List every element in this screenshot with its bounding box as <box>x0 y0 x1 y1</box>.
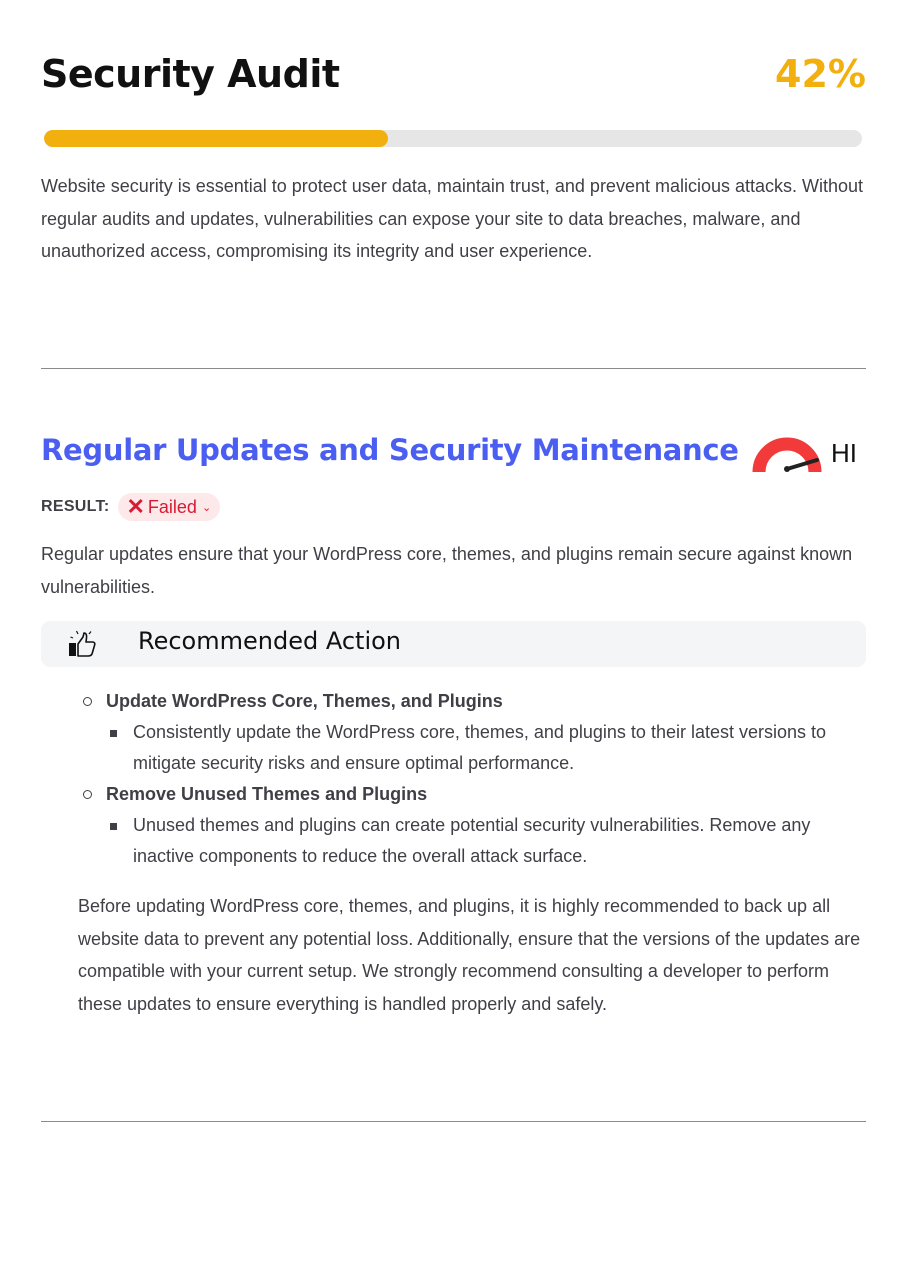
action-detail: Unused themes and plugins can create potential security vulnerabilities. Remove any inactive components to reduce the overall attack surface. <box>133 810 866 872</box>
list-item <box>80 686 866 779</box>
section-divider <box>41 368 866 369</box>
result-status-dropdown[interactable] <box>118 493 220 521</box>
chevron-down-icon: ⌄ <box>201 501 212 514</box>
thumbs-up-icon <box>67 630 97 658</box>
intro-paragraph: Website security is essential to protect user data, maintain trust, and prevent malicious attacks. Without regular audits and updates, vulnerabilities can expose your site to data breaches, malware, and unauthorized access, compromising its integrity and user experience. <box>41 176 864 261</box>
action-heading: Remove Unused Themes and Plugins <box>106 784 428 804</box>
recommended-action-header <box>41 621 866 667</box>
x-mark-icon: ✕ <box>126 494 145 519</box>
page-title: Security Audit <box>41 52 340 96</box>
action-heading: Update WordPress Core, Themes, and Plugins <box>106 691 503 711</box>
section-divider <box>41 1121 866 1122</box>
speedometer-gauge-icon <box>751 436 823 472</box>
severity-label: HI <box>831 438 857 468</box>
score-percentage: 42% <box>775 52 866 96</box>
section-title: Regular Updates and Security Maintenance <box>41 433 739 467</box>
action-detail-list <box>106 810 866 872</box>
result-status-text: Failed <box>147 496 197 517</box>
recommended-action-title: Recommended Action <box>138 627 402 655</box>
result-row <box>41 492 220 522</box>
list-item <box>80 779 866 872</box>
audit-header <box>41 52 866 108</box>
result-label: RESULT: <box>41 498 110 515</box>
recommendation-note: Before updating WordPress core, themes, and plugins, it is highly recommended to back up all website data to prevent any potential loss. Additionally, ensure that the versions of the updates are compatible with your current setup. We strongly recommend consulting a developer to perform these updates to ensure everything is handled properly and safely. <box>78 896 861 1014</box>
score-progress-fill <box>44 130 388 147</box>
action-detail-list <box>106 717 866 779</box>
score-progress-bar <box>44 130 862 147</box>
action-detail: Consistently update the WordPress core, themes, and plugins to their latest versions to mitigate security risks and ensure optimal performance. <box>133 717 866 779</box>
recommended-action-list <box>80 686 866 872</box>
section-description: Regular updates ensure that your WordPress core, themes, and plugins remain secure against known vulnerabilities. <box>41 544 853 597</box>
